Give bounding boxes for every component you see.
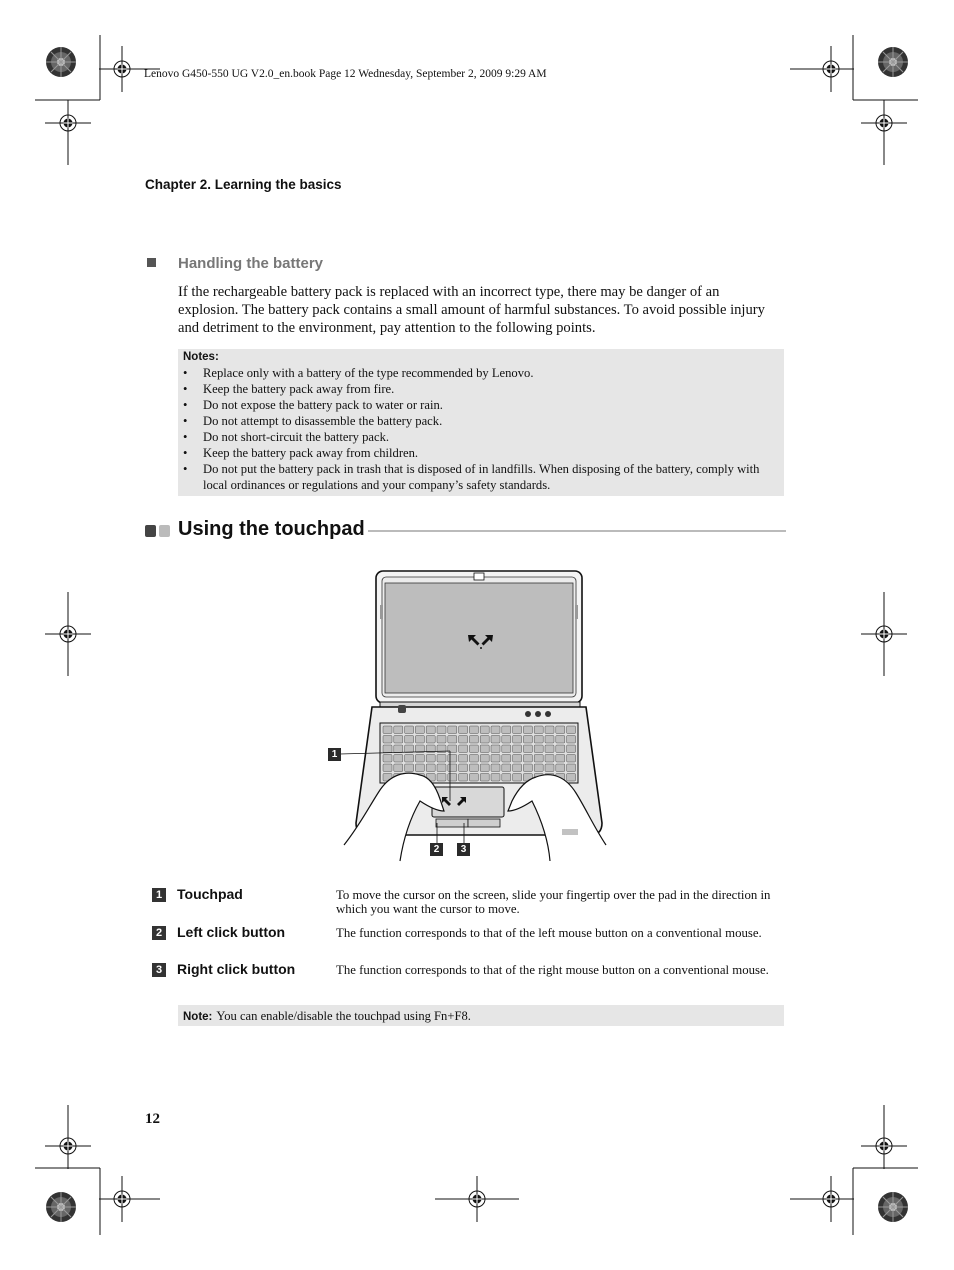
keyboard-key <box>459 755 468 763</box>
keyboard-key <box>480 726 489 734</box>
heading-marker-icon <box>145 525 156 537</box>
heading-marker-icon <box>159 525 170 537</box>
laptop-illustration <box>340 565 610 865</box>
keyboard-key <box>502 736 511 744</box>
keyboard-key <box>513 726 522 734</box>
keyboard-key <box>523 755 532 763</box>
keyboard-key <box>491 764 500 772</box>
callout-2: 2 <box>430 843 443 856</box>
keyboard-key <box>513 745 522 753</box>
registration-mark-icon <box>45 1123 91 1169</box>
keyboard-key <box>491 755 500 763</box>
registration-mark-icon <box>99 1176 145 1222</box>
battery-notes-box <box>178 349 784 496</box>
keyboard-key <box>545 764 554 772</box>
definition-description: The function corresponds to that of the left mouse button on a conventional mouse. <box>336 926 762 940</box>
keyboard-key <box>448 736 457 744</box>
keyboard-key <box>556 755 565 763</box>
keyboard-key <box>523 764 532 772</box>
note-item: • Keep the battery pack away from children. <box>182 445 772 461</box>
keyboard-key <box>437 726 446 734</box>
note-label: Note: <box>183 1011 213 1023</box>
keyboard-key <box>556 726 565 734</box>
section-bullet-icon <box>147 258 156 267</box>
keyboard-key <box>567 774 576 782</box>
keyboard-key <box>491 736 500 744</box>
note-text: You can enable/disable the touchpad using Fn+F8. <box>216 1009 471 1023</box>
color-bar-wheel-icon <box>878 1192 908 1222</box>
registration-mark-icon <box>861 611 907 657</box>
keyboard-key <box>383 764 392 772</box>
keyboard-key <box>469 764 478 772</box>
registration-mark-icon <box>808 46 854 92</box>
keyboard-key <box>405 726 414 734</box>
keyboard-key <box>513 764 522 772</box>
color-bar-wheel-icon <box>878 47 908 77</box>
touchpad-heading: Using the touchpad <box>178 518 365 540</box>
registration-mark-icon <box>45 611 91 657</box>
registration-mark-icon <box>861 1123 907 1169</box>
registration-mark-icon <box>99 46 145 92</box>
keyboard-key <box>491 745 500 753</box>
note-item: • Do not expose the battery pack to water or rain. <box>182 397 772 413</box>
keyboard-key <box>437 774 446 782</box>
book-file-header: Lenovo G450-550 UG V2.0_en.book Page 12 Wednesday, September 2, 2009 9:29 AM <box>144 68 547 80</box>
note-item: • Do not short-circuit the battery pack. <box>182 429 772 445</box>
registration-mark-icon <box>454 1176 500 1222</box>
keyboard-key <box>448 774 457 782</box>
keyboard-key <box>469 726 478 734</box>
keyboard-key <box>469 755 478 763</box>
note-item: • Keep the battery pack away from fire. <box>182 381 772 397</box>
definition-description: To move the cursor on the screen, slide your fingertip over the pad in the direction in which you want the cursor to move. <box>336 888 771 916</box>
keyboard-key <box>459 726 468 734</box>
registration-mark-icon <box>808 1176 854 1222</box>
keyboard-key <box>502 726 511 734</box>
chapter-title: Chapter 2. Learning the basics <box>145 177 342 192</box>
keyboard-key <box>567 764 576 772</box>
battery-section-title: Handling the battery <box>178 255 324 272</box>
keyboard-key <box>437 755 446 763</box>
keyboard-key <box>394 755 403 763</box>
keyboard-key <box>523 726 532 734</box>
keyboard-key <box>523 745 532 753</box>
keyboard-key <box>394 764 403 772</box>
keyboard-key <box>437 736 446 744</box>
keyboard-key <box>567 745 576 753</box>
touchpad-note-box <box>178 1005 784 1026</box>
keyboard-key <box>426 726 435 734</box>
keyboard-key <box>448 755 457 763</box>
notes-label: Notes: <box>183 351 219 363</box>
keyboard-key <box>480 755 489 763</box>
keyboard-key <box>556 764 565 772</box>
keyboard-key <box>502 745 511 753</box>
keyboard-key <box>545 745 554 753</box>
definition-number: 3 <box>152 963 166 977</box>
keyboard-key <box>394 745 403 753</box>
keyboard-key <box>459 774 468 782</box>
keyboard-key <box>415 755 424 763</box>
keyboard-key <box>523 736 532 744</box>
keyboard-key <box>502 755 511 763</box>
keyboard-key <box>459 736 468 744</box>
registration-mark-icon <box>861 100 907 146</box>
keyboard-key <box>437 764 446 772</box>
keyboard-key <box>534 764 543 772</box>
keyboard-key <box>480 736 489 744</box>
definition-number: 2 <box>152 926 166 940</box>
battery-paragraph: If the rechargeable battery pack is replaced with an incorrect type, there may be danger of an explosion. The battery pack contains a small amount of harmful substances. To avoid possible injury and detriment to the environment, pay attention to the following points. <box>178 284 765 336</box>
keyboard-key <box>567 726 576 734</box>
touchpad-note <box>183 1007 471 1025</box>
keyboard-key <box>534 755 543 763</box>
keyboard-key <box>491 774 500 782</box>
keyboard-key <box>405 764 414 772</box>
keyboard-key <box>567 755 576 763</box>
keyboard-key <box>405 755 414 763</box>
keyboard-key <box>383 736 392 744</box>
definition-term: Left click button <box>177 924 286 940</box>
keyboard-key <box>405 745 414 753</box>
definition-term: Right click button <box>177 961 296 977</box>
keyboard-key <box>534 736 543 744</box>
definition-description: The function corresponds to that of the right mouse button on a conventional mouse. <box>336 963 769 977</box>
note-item: • Do not put the battery pack in trash that is disposed of in landfills. When disposing of the battery, comply with local ordinances or regulations and your company’s safety standards. <box>182 461 772 493</box>
registration-mark-icon <box>45 100 91 146</box>
keyboard-key <box>545 726 554 734</box>
keyboard-key <box>426 764 435 772</box>
keyboard-key <box>426 736 435 744</box>
keyboard-key <box>513 774 522 782</box>
keyboard-key <box>394 736 403 744</box>
keyboard-key <box>480 774 489 782</box>
keyboard-key <box>415 736 424 744</box>
page-number: 12 <box>145 1111 160 1127</box>
keyboard-key <box>394 726 403 734</box>
keyboard-key <box>383 726 392 734</box>
color-bar-wheel-icon <box>46 1192 76 1222</box>
keyboard-key <box>459 745 468 753</box>
definition-number: 1 <box>152 888 166 902</box>
definition-term: Touchpad <box>177 886 243 902</box>
keyboard-key <box>469 745 478 753</box>
keyboard-key <box>405 736 414 744</box>
keyboard-key <box>469 736 478 744</box>
keyboard-key <box>480 764 489 772</box>
keyboard-key <box>459 764 468 772</box>
color-bar-wheel-icon <box>46 47 76 77</box>
keyboard-key <box>513 736 522 744</box>
keyboard-key <box>545 736 554 744</box>
notes-list <box>182 365 772 493</box>
keyboard-key <box>534 726 543 734</box>
keyboard-key <box>556 745 565 753</box>
heading-rule <box>368 530 786 532</box>
keyboard-key <box>480 745 489 753</box>
keyboard-key <box>513 755 522 763</box>
keyboard-key <box>534 745 543 753</box>
callout-1: 1 <box>328 748 341 761</box>
keyboard-key <box>383 755 392 763</box>
keyboard-key <box>502 774 511 782</box>
keyboard-key <box>415 726 424 734</box>
keyboard-key <box>545 755 554 763</box>
keyboard-key <box>448 726 457 734</box>
keyboard-key <box>491 726 500 734</box>
keyboard-key <box>556 736 565 744</box>
keyboard-key <box>383 745 392 753</box>
keyboard-key <box>502 764 511 772</box>
note-item: • Do not attempt to disassemble the battery pack. <box>182 413 772 429</box>
callout-3: 3 <box>457 843 470 856</box>
keyboard-key <box>426 755 435 763</box>
keyboard-key <box>567 736 576 744</box>
note-item: • Replace only with a battery of the type recommended by Lenovo. <box>182 365 772 381</box>
keyboard-key <box>415 764 424 772</box>
keyboard-key <box>448 764 457 772</box>
keyboard-key <box>469 774 478 782</box>
